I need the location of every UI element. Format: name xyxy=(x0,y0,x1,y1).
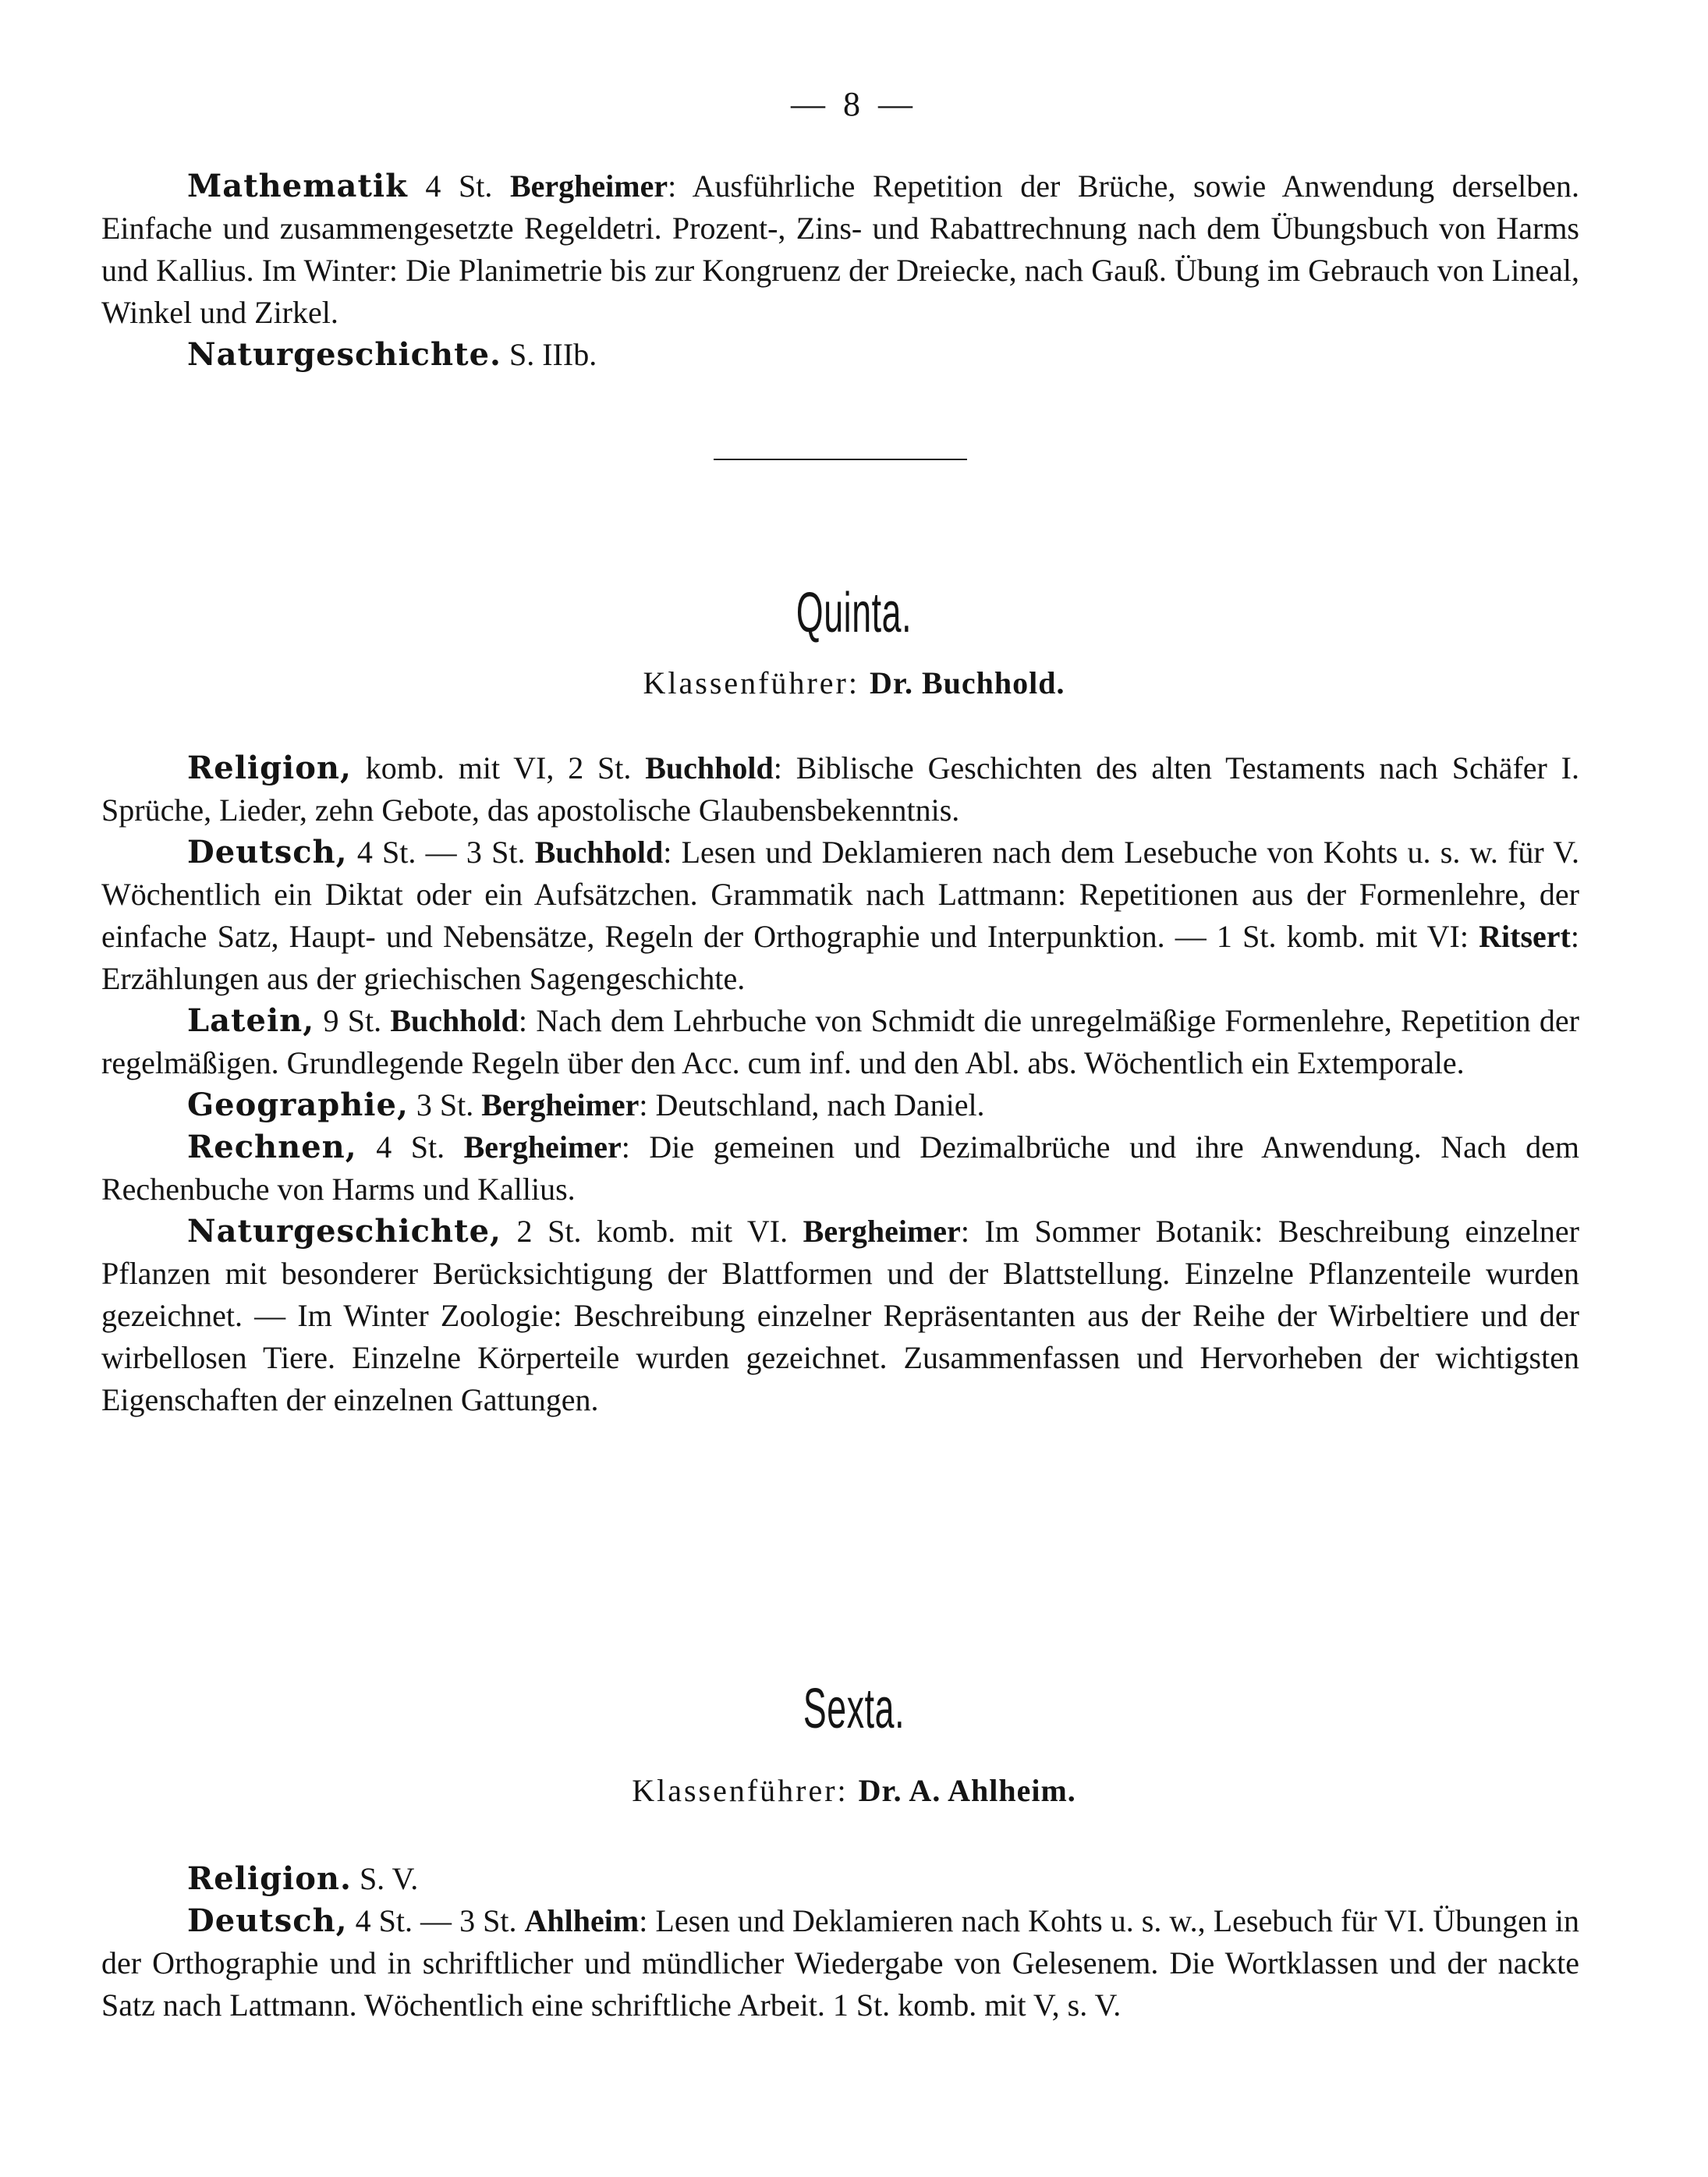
text-segment: : Nach dem Lehrbuche von Schmidt die unregelmäßige Formenlehre, Repetition der regelmäßigen. Grundlegende Regeln über den Acc. cum inf. und den Abl. abs. Wöchentlich ein Extemporale. xyxy=(101,1003,1579,1080)
paragraph-naturgeschichte xyxy=(101,334,1579,376)
teacher-name: Ahlheim xyxy=(524,1903,640,1938)
text-segment: : Die gemeinen und Dezimalbrüche und ihre Anwendung. Nach dem Rechenbuche von Harms und Kallius. xyxy=(101,1129,1579,1207)
leader-name: Dr. Buchhold. xyxy=(869,665,1065,700)
paragraph-religion-sexta xyxy=(101,1858,1579,1900)
teacher-name: Buchhold xyxy=(534,835,664,870)
subject-heading: Latein, xyxy=(187,1002,315,1039)
teacher-name: Bergheimer xyxy=(509,168,668,204)
paragraph-rechnen xyxy=(101,1126,1579,1211)
paragraph-mathematik xyxy=(101,165,1579,334)
paragraph-geographie xyxy=(101,1084,1579,1126)
teacher-name: Buchhold xyxy=(645,750,774,785)
subject-heading: Mathematik xyxy=(187,168,408,204)
text-segment: : Lesen und Deklamieren nach Kohts u. s. w., Lesebuch für VI. Übungen in der Orthographie und in schriftlicher und mündlicher Wiedergabe von Gelesenem. Die Wortklassen und der nackte Satz nach Lattmann. Wöchentlich eine schriftliche Arbeit. 1 St. komb. mit V, s. V. xyxy=(101,1903,1580,2023)
section-title-quinta: Quinta. xyxy=(796,582,912,644)
text-segment: : Im Sommer Botanik: Beschreibung einzelner Pflanzen mit besonderer Berücksichtigung der Blattformen und der Blattstellung. Einzelne Pflanzenteile wurden gezeichnet. — Im Winter Zoologie: Beschreibung einzelner Repräsentanten aus der Reihe der Wirbeltiere und der wirbellosen Tiere. Einzelne Körperteile wurden gezeichnet. Zusammenfassen und Hervorheben der wichtigsten Eigenschaften der einzelnen Gattungen. xyxy=(101,1214,1580,1417)
text-segment: 4 St. — 3 St. xyxy=(347,835,535,870)
section-title-sexta: Sexta. xyxy=(803,1678,905,1740)
leader-label: Klassenführer: xyxy=(632,1773,849,1808)
text-segment: 3 St. xyxy=(408,1087,482,1122)
text-segment: 2 St. komb. mit VI. xyxy=(501,1214,803,1249)
paragraph-religion xyxy=(101,747,1579,831)
paragraph-latein xyxy=(101,1000,1579,1084)
text-segment: 9 St. xyxy=(314,1003,391,1038)
quinta-section xyxy=(101,747,1579,1421)
subject-heading: Deutsch, xyxy=(187,1902,348,1939)
class-leader-quinta xyxy=(0,665,1708,701)
subject-heading: Naturgeschichte. xyxy=(187,336,501,373)
teacher-name: Buchhold xyxy=(390,1003,519,1038)
sexta-section xyxy=(101,1858,1579,2026)
text-segment: S. IIIb. xyxy=(501,337,597,372)
paragraph-deutsch xyxy=(101,831,1579,1000)
text-segment: 4 St. — 3 St. xyxy=(347,1903,525,1938)
teacher-name: Bergheimer xyxy=(803,1214,961,1249)
subject-heading: Religion, xyxy=(187,750,352,786)
text-segment: : Lesen und Deklamieren nach dem Lesebuche von Kohts u. s. w. für V. Wöchentlich ein Diktat oder ein Aufsätzchen. Grammatik nach Lattmann: Repetitionen aus der Formenlehre, der einfache Satz, Haupt- und Nebensätze, Regeln der Orthographie und Interpunktion. — 1 St. komb. mit VI: xyxy=(101,835,1579,954)
top-section xyxy=(101,165,1579,376)
leader-label: Klassenführer: xyxy=(643,665,859,700)
text-segment: : Erzählungen aus der griechischen Sagengeschichte. xyxy=(101,919,1579,996)
text-segment: S. V. xyxy=(351,1861,419,1896)
text-segment: : Ausführliche Repetition der Brüche, sowie Anwendung derselben. Einfache und zusammengesetzte Regeldetri. Prozent-, Zins- und Rabattrechnung nach dem Übungsbuch von Harms und Kallius. Im Winter: Die Planimetrie bis zur Kongruenz der Dreiecke, nach Gauß. Übung im Gebrauch von Lineal, Winkel und Zirkel. xyxy=(101,168,1580,330)
leader-name: Dr. A. Ahlheim. xyxy=(858,1773,1076,1808)
teacher-name: Bergheimer xyxy=(463,1129,622,1165)
subject-heading: Rechnen, xyxy=(187,1129,357,1165)
text-segment: 4 St. xyxy=(356,1129,464,1165)
text-segment: : Deutschland, nach Daniel. xyxy=(639,1087,985,1122)
paragraph-deutsch-sexta xyxy=(101,1900,1579,2026)
subject-heading: Deutsch, xyxy=(187,834,348,870)
text-segment: 4 St. xyxy=(407,168,510,204)
paragraph-naturgeschichte-quinta xyxy=(101,1211,1579,1421)
subject-heading: Religion. xyxy=(187,1860,352,1897)
section-divider xyxy=(714,459,967,460)
subject-heading: Geographie, xyxy=(187,1087,409,1123)
teacher-name: Ritsert xyxy=(1479,919,1571,954)
page-number: — 8 — xyxy=(791,85,917,123)
text-segment: komb. mit VI, 2 St. xyxy=(351,750,646,785)
text-segment: : Biblische Geschichten des alten Testaments nach Schäfer I. Sprüche, Lieder, zehn Gebote, das apostolische Glaubensbekenntnis. xyxy=(101,750,1580,828)
subject-heading: Naturgeschichte, xyxy=(187,1213,501,1250)
class-leader-sexta xyxy=(0,1772,1708,1809)
teacher-name: Bergheimer xyxy=(481,1087,640,1122)
